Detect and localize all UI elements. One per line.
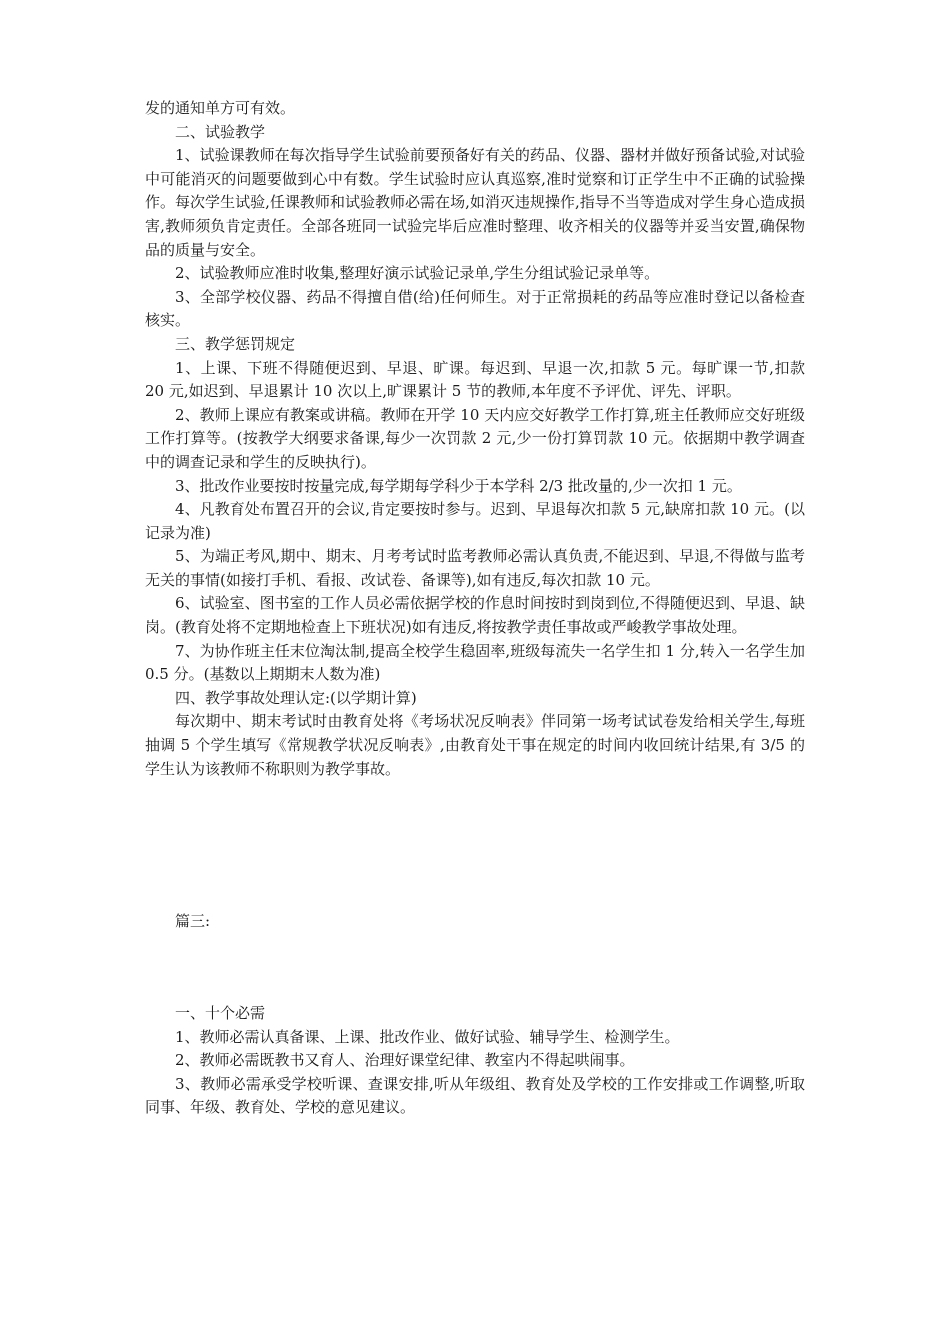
paragraph: 3、教师必需承受学校听课、查课安排,听从年级组、教育处及学校的工作安排或工作调整,听取同事、年级、教育处、学校的意见建议。 [145, 1074, 805, 1117]
section-heading-experiment-teaching: 二、试验教学 [175, 122, 266, 141]
paragraph: 6、试验室、图书室的工作人员必需依据学校的作息时间按时到岗到位,不得随便迟到、早退、缺岗。(教育处将不定期地检查上下班状况)如有违反,将按教学责任事故或严峻教学事故处理。 [145, 594, 805, 637]
chapter-label: 篇三: [175, 912, 211, 930]
paragraph: 5、为端正考风,期中、期末、月考考试时监考教师必需认真负责,不能迟到、早退,不得做与监考无关的事情(如接打手机、看报、改试卷、备课等),如有违反,每次扣款 10 元。 [145, 547, 805, 589]
paragraph: 2、教师上课应有教案或讲稿。教师在开学 10 天内应交好教学工作打算,班主任教师应交好班级工作打算等。(按教学大纲要求备课,每少一次罚款 2 元,少一份打算罚款 10 元。依据期中教学调查中的调查记录和学生的反映执行)。 [145, 405, 805, 471]
paragraph: 1、上课、下班不得随便迟到、早退、旷课。每迟到、早退一次,扣款 5 元。每旷课一节,扣款 20 元,如迟到、早退累计 10 次以上,旷课累计 5 节的教师,本年度不予评优、评先、评职。 [145, 358, 805, 401]
paragraph: 4、凡教育处布置召开的会议,肯定要按时参与。迟到、早退每次扣款 5 元,缺席扣款 10 元。(以记录为准) [145, 500, 805, 542]
paragraph: 每次期中、期末考试时由教育处将《考场状况反响表》伴同第一场考试试卷发给相关学生,每班抽调 5 个学生填写《常规教学状况反响表》,由教育处干事在规定的时间内收回统计结果,有 3/5 的学生认为该教师不称职则为教学事故。 [145, 712, 805, 778]
paragraph: 1、试验课教师在每次指导学生试验前要预备好有关的药品、仪器、器材并做好预备试验,对试验中可能消灭的问题要做到心中有数。学生试验时应认真巡察,准时觉察和订正学生中不正确的试验操作。每次学生试验,任课教师和试验教师必需在场,如消灭违规操作,指导不当等造成对学生身心造成损害,教师须负肯定责任。全部各班同一试验完毕后应准时整理、收齐相关的仪器等并妥当安置,确保物品的质量与安全。 [145, 146, 805, 259]
paragraph: 3、批改作业要按时按量完成,每学期每学科少于本学科 2/3 批改量的,少一次扣 1 元。 [175, 476, 742, 495]
paragraph: 7、为协作班主任末位淘汰制,提高全校学生稳固率,班级每流失一名学生扣 1 分,转入一名学生加 0.5 分。(基数以上期期末人数为准) [145, 641, 805, 684]
section-heading-penalty-rules: 三、教学惩罚规定 [175, 334, 296, 353]
paragraph: 2、教师必需既教书又育人、治理好课堂纪律、教室内不得起哄闹事。 [175, 1051, 635, 1070]
paragraph-continuation: 发的通知单方可有效。 [145, 99, 296, 117]
section-heading-accident-handling: 四、教学事故处理认定:(以学期计算) [175, 688, 417, 707]
paragraph: 1、教师必需认真备课、上课、批改作业、做好试验、辅导学生、检测学生。 [175, 1027, 680, 1046]
main-text-block [145, 97, 805, 781]
paragraph: 2、试验教师应准时收集,整理好演示试验记录单,学生分组试验记录单等。 [175, 264, 660, 283]
section-heading-ten-musts: 一、十个必需 [175, 1004, 266, 1022]
part-three-text-block [145, 1002, 805, 1120]
paragraph: 3、全部学校仪器、药品不得擅自借(给)任何师生。对于正常损耗的药品等应准时登记以备检查核实。 [145, 287, 805, 330]
